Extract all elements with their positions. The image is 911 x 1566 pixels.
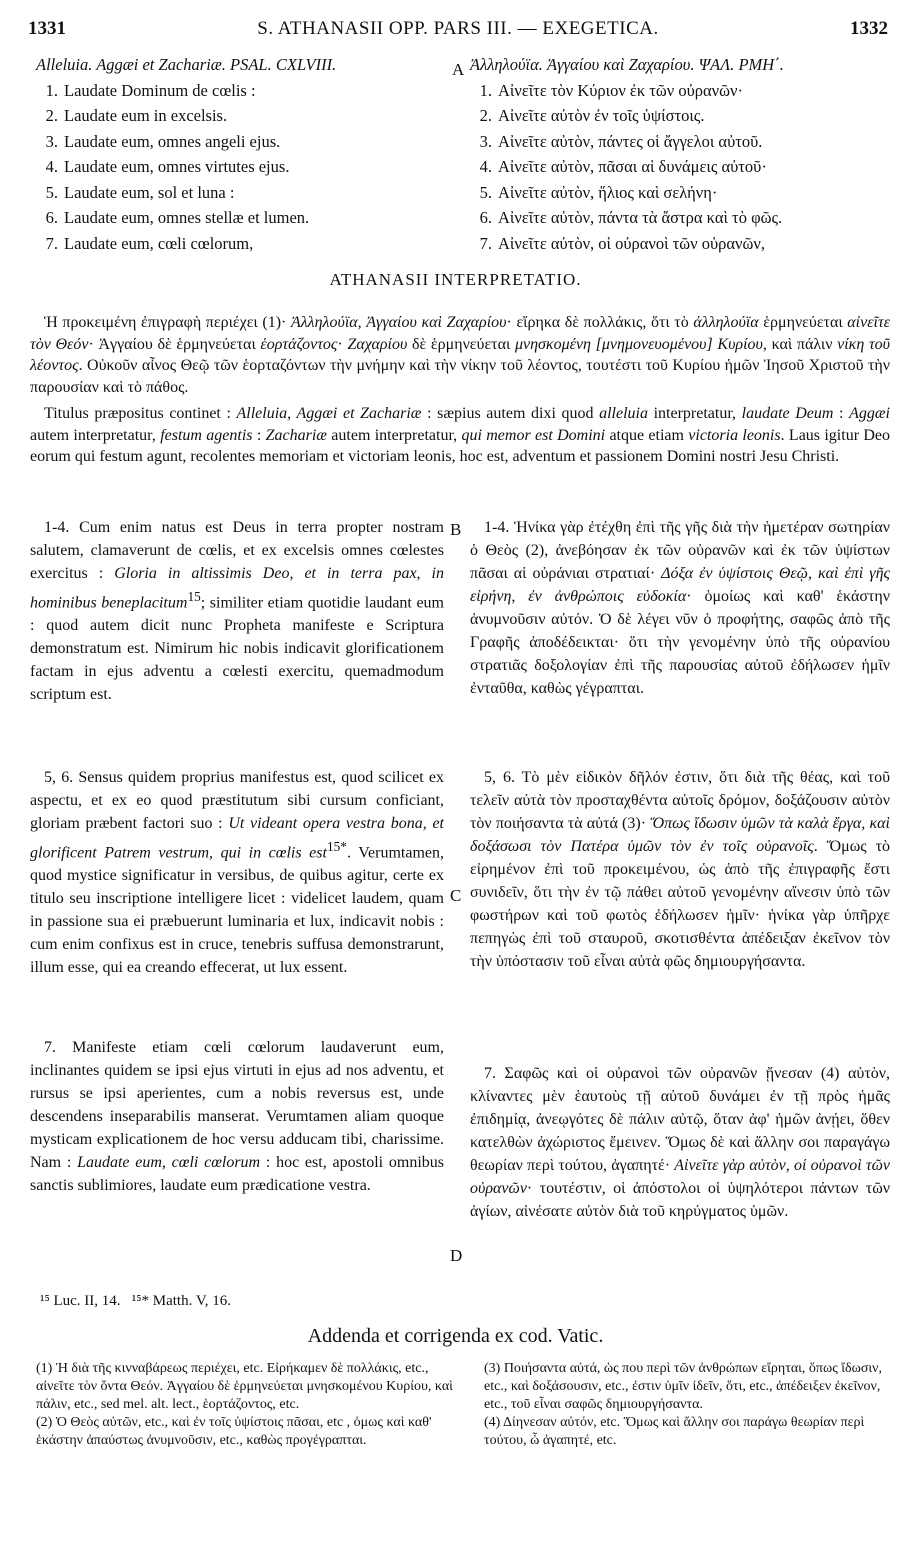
left-page-number: 1331 xyxy=(28,18,66,39)
latin-verse: 7. Laudate eum, cœli cœlorum, xyxy=(45,233,254,253)
right-page-number: 1332 xyxy=(850,18,888,39)
greek-commentary-5-6: 5, 6. Τὸ μὲν εἰδικὸν δῆλόν ἐστιν, ὅτι διὰ τῆς θέας, καὶ τοῦ τελεῖν αὐτὰ τὸν προσταχθέντα αὐτοῖς δρόμον, δοξάζουσιν αὐτὸν τὸν ποιήσαντα τὰ αὐτά (3)· Ὅπως ἴδωσιν ὑμῶν τὰ καλὰ ἔργα, καὶ δοξάσωσι τὸν Πατέρα ὑμῶν τὸν ἐν τοῖς οὐρανοῖς. Ὅμως τὸ εἰρημένον ἐπὶ τοῦ προκειμένου, ὡς ἀπὸ τῆς ἐπιγραφῆς ἔστι συνιδεῖν, ὅτι τὴν ἐν τῷ πάθει αὐτοῦ γενομένην αἴνεσιν ὑπὸ τῶν φωστήρων καὶ τοῦ φωτὸς ἐδήλωσεν ἡμῖν· ἡνίκα γὰρ ὑπῆρχε πεπηγὼς ἐπὶ τοῦ σταυροῦ, σκοτισθέντα ἀπέδειξαν ἐκεῖνον τὸν τὴν ὑπόστασιν τοῦ εἶναι αὐτὰ φῶς δημιουργήσαντα. xyxy=(470,769,891,970)
latin-verse: 2. Laudate eum in excelsis. xyxy=(45,106,228,125)
greek-commentary-7: 7. Σαφῶς καὶ οἱ οὐρανοὶ τῶν οὐρανῶν ᾔνεσαν (4) αὐτὸν, κλίναντες μὲν ἑαυτοὺς τῇ αὐτοῦ δυνάμει ἐν τῇ πρὸς ἡμᾶς ἐπιδημίᾳ, ἀνεῳγότες δὲ πάλιν αὐτῷ, ὅταν ἀφ' ἡμῶν ἀνῄει, ὅθεν κατελθὼν ἀχώριστος ἔμεινεν. Ὅμως δὲ καὶ ἄλλην σοι παραγάγω θεωρίαν περὶ τούτου, ἀγαπητέ· Αἰνεῖτε γὰρ αὐτὸν, οἱ οὐρανοὶ τῶν οὐρανῶν· τουτέστιν, οἱ ἀπόστολοι οἱ ὑψηλότεροι πάντων τῶν ἁγίων, αἰνέσατε αὐτὸν διὰ τοῦ κηρύγματος ὑμῶν. xyxy=(470,1065,891,1220)
addenda-note: (3) Ποιήσαντα αὐτά, ὡς που περὶ τῶν ἀνθρώπων εἴρηται, ὅπως ἴδωσιν, etc., καὶ δοξάσουσιν, etc., ἐστιν ὑμῖν ἰδεῖν, ὅτι, etc., ἀπέδειξεν ἐκεῖνον, etc., τοῦ εἶναι σαφῶς δημιουργήσαντα. xyxy=(484,1361,882,1412)
addenda-note: (4) Δίηνεσαν αὐτόν, etc. Ὅμως καὶ ἄλλην σοι παράγω θεωρίαν περὶ τούτου, ὦ ἀγαπητέ, etc. xyxy=(484,1415,865,1448)
greek-verse: 6. Αἰνεῖτε αὐτὸν, πάντα τὰ ἄστρα καὶ τὸ φῶς. xyxy=(479,208,783,227)
latin-verse: 1. Laudate Dominum de cœlis : xyxy=(45,80,256,100)
greek-verse: 2. Αἰνεῖτε αὐτὸν ἐν τοῖς ὑψίστοις. xyxy=(479,106,705,125)
margin-marker-c: C xyxy=(450,886,462,905)
latin-verse: 5. Laudate eum, sol et luna : xyxy=(45,182,235,202)
running-title: S. ATHANASII OPP. PARS III. — EXEGETICA. xyxy=(257,18,659,39)
addenda-note: (2) Ὁ Θεὸς αὐτῶν, etc., καὶ ἐν τοῖς ὑψίστοις πᾶσαι, etc , ὁμως καὶ καθ' ἑκάστην ἀπαύστως ἀνυμνοῦσιν, etc., καθὼς προγέγραπται. xyxy=(36,1415,432,1448)
page-header xyxy=(28,18,888,44)
latin-verse: 4. Laudate eum, omnes virtutes ejus. xyxy=(45,157,290,176)
footnote-ref: 15 xyxy=(187,589,201,604)
greek-verse: 3. Αἰνεῖτε αὐτὸν, πάντες οἱ ἄγγελοι αὐτοῦ. xyxy=(479,131,763,151)
latin-commentary-1-4: 1-4. Cum enim natus est Deus in terra propter nostram salutem, clamaverunt de cœlis, et ex excelsis omnes cœlestes exercitus : Gloria in altissimis Deo, et in terra pax, in hominibus beneplacitum$^{15}$; similiter etiam quotidie laudant eum : quod autem dicit nunc Propheta manifeste e Scriptura demonstratum est. Nimirum hic nobis indicavit glorificationem factam in ejus adventu a cœlesti exercitu, quemadmodum scriptum est. xyxy=(30,519,444,704)
latin-commentary-5-6: 5, 6. Sensus quidem proprius manifestus est, quod scilicet ex aspectu, et ex eo quod præstitutum sibi cursum conficiant, gloriam præbent factori suo : Ut videant opera vestra bona, et glorificent Patrem vestrum, qui in cœlis est$^{15*}$. Verumtamen, quod mystice significatur in versibus, de quibus agitur, certe ex titulo seu inscriptione intelligere licet : videlicet laudem, quam in passione sua ei præbuerunt luminaria et lux, indicavit nobis : cum enim confixus est in cruce, tenebris suffusa demonstrarunt, illum esse, qui ea creando effecerat, ut lux essent. xyxy=(30,769,444,977)
latin-verse: 6. Laudate eum, omnes stellæ et lumen. xyxy=(45,208,310,227)
psalm-latin xyxy=(36,52,446,256)
greek-commentary-1-4: 1-4. Ἡνίκα γὰρ ἐτέχθη ἐπὶ τῆς γῆς διὰ τὴν ἡμετέραν σωτηρίαν ὁ Θεὸς (2), ἀνεβόησαν ἐκ τῶν οὐρανῶν καὶ ἐκ τῶν ὑψίστων πᾶσαι αἱ οὐράνιαι στρατιαί· Δόξα ἐν ὑψίστοις Θεῷ, καὶ ἐπὶ γῆς εἰρήνη, ἐν ἀνθρώποις εὐδοκία· ὁμοίως καὶ καθ' ἑκάστην ἀνυμνοῦσιν αὐτόν. Ὁ δὲ λέγει νῦν ὁ προφήτης, σαφῶς ἀπὸ τῆς Γραφῆς ἀποδέδεικται· ὅτι τὴν γενομένην ὑπὸ τῆς οὐρανίου στρατιᾶς δοξολογίαν ἐπὶ τῆς παρουσίας αὐτοῦ ἐδήλωσεν ἡμῖν ἐνταῦθα, καθὼς γέγραπται. xyxy=(470,519,891,697)
addenda-right xyxy=(484,1360,884,1450)
intro-latin: Titulus præpositus continet : Alleluia, Aggæi et Zachariæ : sæpius autem dixi quod alleluia interpretatur, laudate Deum : Aggæi autem interpretatur, festum agentis : Zachariæ autem interpretatur, qui memor est Domini atque etiam victoria leonis. Laus igitur Deo eorum qui festum agunt, recolentes memoriam et victoriam leonis, hoc est, adventum et passionem Domini nostri Jesu Christi. xyxy=(30,405,891,465)
greek-verse: 1. Αἰνεῖτε τὸν Κύριον ἐκ τῶν οὐρανῶν· xyxy=(479,80,743,100)
psalm-latin-heading: Alleluia. Aggæi et Zachariæ. PSAL. CXLVIII. xyxy=(36,55,337,74)
margin-marker-a: A xyxy=(452,60,465,79)
greek-verse: 7. Αἰνεῖτε αὐτὸν, οἱ οὐρανοὶ τῶν οὐρανῶν, xyxy=(479,233,765,253)
greek-verse: 4. Αἰνεῖτε αὐτὸν, πᾶσαι αἱ δυνάμεις αὐτοῦ· xyxy=(479,157,767,176)
psalm-greek-heading: Ἀλληλούϊα. Ἀγγαίου καὶ Ζαχαρίου. ΨΑΛ. ΡΜΗ΄. xyxy=(470,55,784,74)
latin-verse: 3. Laudate eum, omnes angeli ejus. xyxy=(45,131,281,151)
addenda-note: (1) Ἡ διὰ τῆς κινναβάρεως περιέχει, etc. Εἰρήκαμεν δὲ πολλάκις, etc., αἰνεῖτε τὸν ὄντα Θεόν. Ἀγγαίου δὲ ἑρμηνεύεται μνησκομένου Κυρίου, καὶ πάλιν, etc., sed mel. alt. lect., ἑορτάζοντος, etc. xyxy=(36,1361,453,1412)
addenda-left xyxy=(36,1360,462,1450)
footnote-ref: 15* xyxy=(326,839,347,854)
latin-commentary-7: 7. Manifeste etiam cœli cœlorum laudaverunt eum, inclinantes quidem se ipsi ejus virtuti in ejus ad nos adventu, et rursus se ipsi aperientes, cum a nobis reversus est, unde descendens inseparabilis manserat. Verumtamen aliam quoque mysticam explicationem de hoc versu adducam tibi, charissime. Nam : Laudate eum, cœli cœlorum : hoc est, apostoli omnibus sanctis sublimiores, laudate eum prædicatione vestra. xyxy=(30,1039,444,1194)
intro-greek: Ἡ προκειμένη ἐπιγραφὴ περιέχει (1)· Ἀλληλούϊα, Ἀγγαίου καὶ Ζαχαρίου· εἴρηκα δὲ πολλάκις, ὅτι τὸ ἀλληλούϊα ἑρμηνεύεται αἰνεῖτε τὸν Θεόν· Ἀγγαίου δὲ ἑρμηνεύεται ἑορτάζοντος· Ζαχαρίου δὲ ἑρμηνεύεται μνησκομένη [μνημονευομένου] Κυρίου, καὶ πάλιν νίκη τοῦ λέοντος. Οὐκοῦν αἶνος Θεῷ τῶν ἑορταζόντων τὴν μνήμην καὶ τὴν νίκην τοῦ λέοντος, τουτέστι τοῦ Κυρίου ἡμῶν Ἰησοῦ Χριστοῦ τὴν παρουσίαν καὶ τὸ πάθος. xyxy=(30,314,891,396)
margin-marker-d: D xyxy=(450,1246,463,1265)
interpretatio-title: ATHANASII INTERPRETATIO. xyxy=(329,270,582,289)
greek-verse: 5. Αἰνεῖτε αὐτὸν, ἥλιος καὶ σελήνη· xyxy=(479,182,718,202)
addenda-title: Addenda et corrigenda ex cod. Vatic. xyxy=(307,1325,604,1347)
footnotes: ¹⁵ Luc. II, 14. ¹⁵* Matth. V, 16. xyxy=(40,1293,231,1309)
margin-marker-b: B xyxy=(450,520,462,539)
psalm-greek xyxy=(470,52,900,256)
